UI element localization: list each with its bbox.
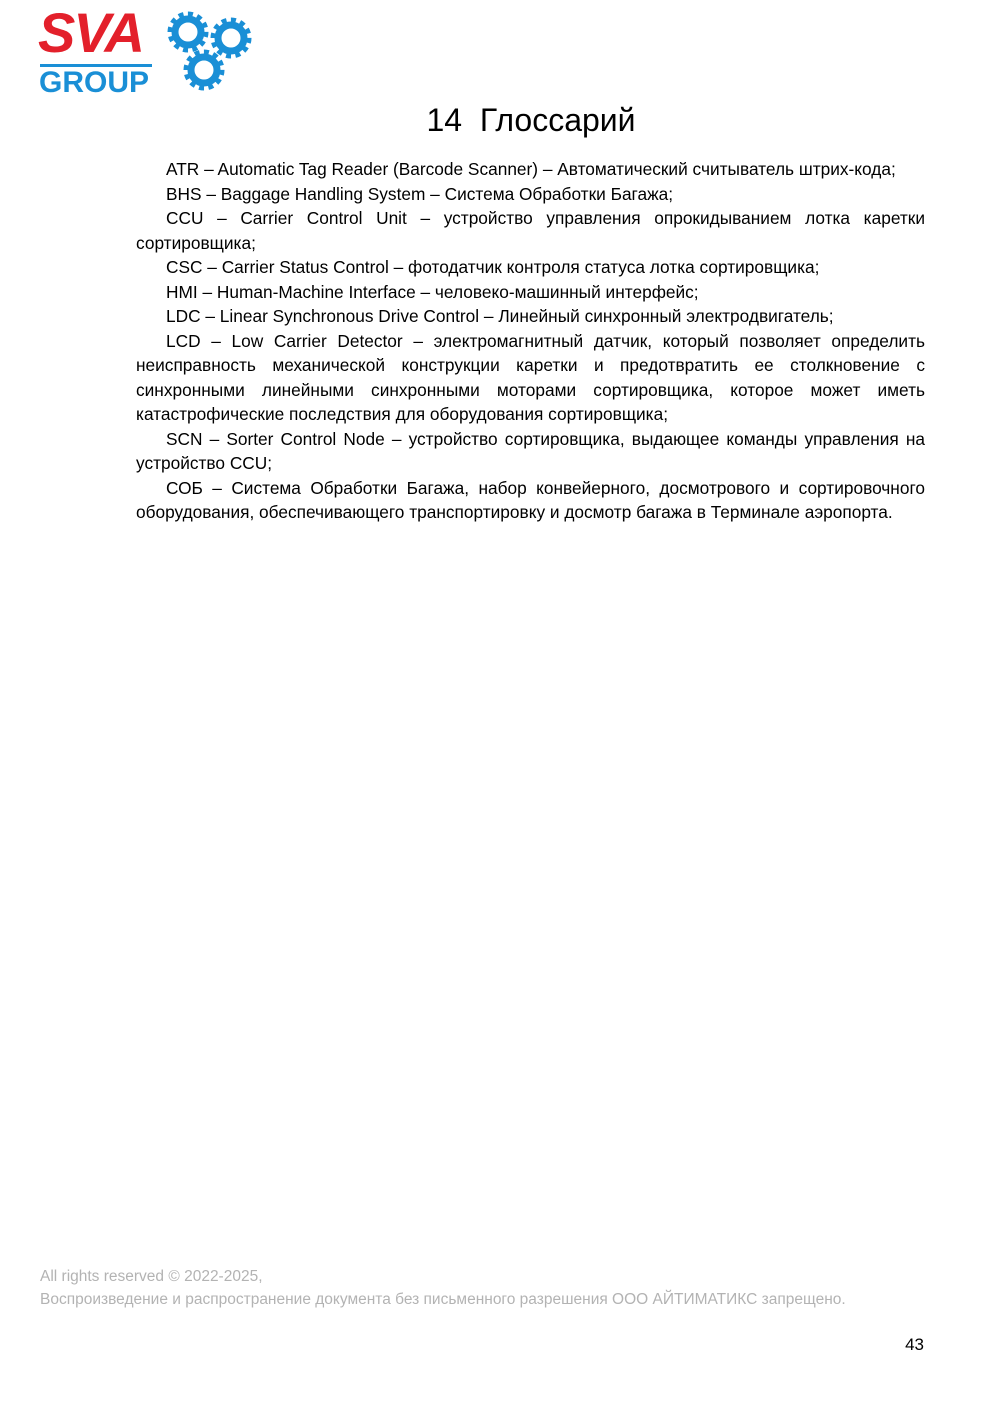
logo-brand: SVA bbox=[38, 1, 143, 64]
gears-icon bbox=[166, 8, 256, 94]
glossary-entry-sob: СОБ – Система Обработки Багажа, набор конвейерного, досмотрового и сортировочного оборудования, обеспечивающего транспортировку и досмотр багажа в Терминале аэропорта. bbox=[136, 477, 925, 522]
page-title bbox=[0, 102, 990, 139]
footer bbox=[40, 1265, 846, 1311]
footer-notice: Воспроизведение и распространение документа без письменного разрешения ООО АЙТИМАТИКС запрещено. bbox=[40, 1291, 846, 1308]
footer-rights: All rights reserved © 2022-2025, bbox=[40, 1268, 263, 1285]
logo-sub: GROUP bbox=[39, 66, 150, 99]
section-number: 14 bbox=[426, 102, 463, 138]
glossary-entry-scn: SCN – Sorter Control Node – устройство сортировщика, выдающее команды управления на устройство CCU; bbox=[136, 428, 925, 473]
gear-icon bbox=[191, 57, 217, 83]
gear-icon bbox=[218, 25, 244, 51]
glossary-entry-atr: ATR – Automatic Tag Reader (Barcode Scanner) – Автоматический считыватель штрих-кода; bbox=[166, 159, 896, 179]
glossary-entry-lcd: LCD – Low Carrier Detector – электромагнитный датчик, который позволяет определить неисправность механической конструкции каретки и предотвратить ее столкновение с синхронными линейными синхронными моторами сортировщика, которое может иметь катастрофические последствия для оборудования сортировщика; bbox=[136, 330, 925, 424]
glossary-list bbox=[136, 157, 925, 525]
section-title: Глоссарий bbox=[479, 102, 636, 138]
page-number: 43 bbox=[905, 1335, 924, 1354]
glossary-entry-csc: CSC – Carrier Status Control – фотодатчик контроля статуса лотка сортировщика; bbox=[166, 257, 820, 277]
glossary-entry-hmi: HMI – Human-Machine Interface – человеко-машинный интерфейс; bbox=[166, 281, 699, 302]
glossary-entry-bhs: BHS – Baggage Handling System – Система Обработки Багажа; bbox=[166, 183, 674, 204]
sva-group-logo bbox=[38, 1, 258, 99]
glossary-entry-ccu: CCU – Carrier Control Unit – устройство управления опрокидыванием лотка каретки сортировщика; bbox=[136, 208, 925, 253]
glossary-entry-ldc: LDC – Linear Synchronous Drive Control – Линейный синхронный электродвигатель; bbox=[166, 306, 834, 326]
gear-icon bbox=[175, 19, 201, 45]
